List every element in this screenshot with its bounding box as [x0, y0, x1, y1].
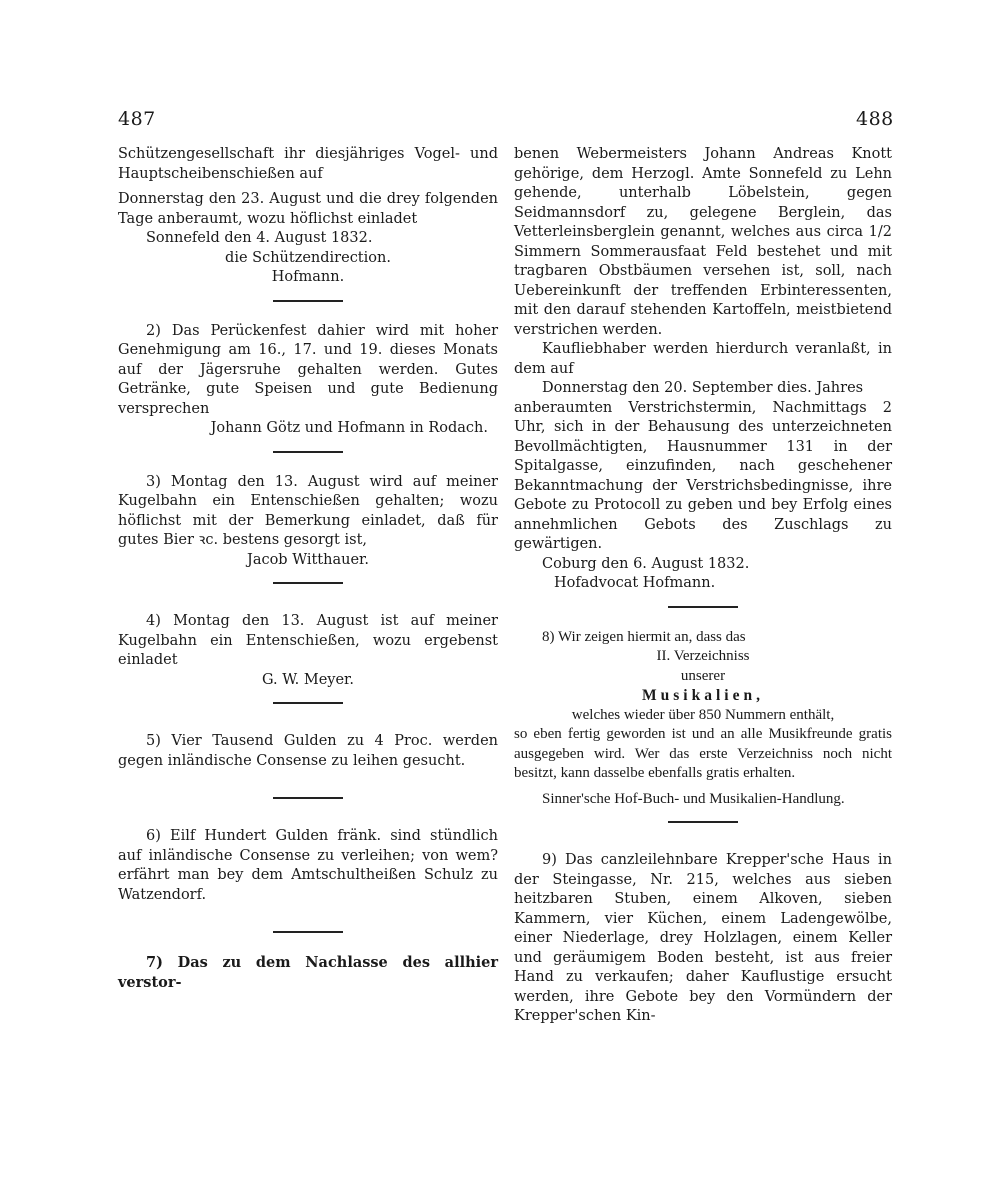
notice4-signer: G. W. Meyer. — [261, 671, 355, 688]
notice8-signer: Sinner'sche Hof-Buch- und Musikalien-Handlung. — [542, 790, 845, 807]
separator-rule — [668, 606, 738, 608]
notice5-text: 5) Vier Tausend Gulden zu 4 Proc. werden gegen inländische Consense zu leihen gesucht. — [118, 733, 498, 769]
notice8-line1: 8) Wir zeigen hiermit an, dass das — [542, 628, 746, 645]
notice7-continued-text: benen Webermeisters Johann Andreas Knott gehörige, dem Herzogl. Amte Sonnefeld zu Lehn gehende, unterhalb Löbelstein, gegen Seidmannsdorf zu, gelegene Berglein, das Vetterleinsberglein genannt, welches aus circa 1/2 Simmern Sommerausfaat Feld bestehet und mit tragbaren Obstbäumen versehen ist, soll, nach Uebereinkunft der treffenden Erbinteressenten, mit den darauf stehenden Kartoffeln, meistbietend verstrichen werden. — [514, 146, 892, 338]
notice7-date: Donnerstag den 20. September dies. Jahres — [542, 380, 864, 396]
notice3-text: 3) Montag den 13. August wird auf meiner Kugelbahn ein Entenschießen gehalten; wozu höflichst mit der Bemerkung einladet, daß für gutes Bier ꝛc. bestens gesorgt ist, — [118, 473, 498, 548]
separator-rule — [668, 821, 738, 823]
notice6-text: 6) Eilf Hundert Gulden fränk. sind stündlich auf inländische Consense zu verleihen; von wem? erfährt man bey dem Amtschultheißen Schulz zu Watzendorf. — [118, 828, 498, 903]
notice7-text3: anberaumten Verstrichstermin, Nachmittags 2 Uhr, sich in der Behausung des unterzeichneten Bevollmächtigten, Hausnummer 131 in der Spitalgasse, einzufinden, nach geschehener Bekanntmachung der Verstrichsbedingnisse, ihre Gebote zu Protocoll zu geben und bey Erfolg eines annehmlichen Gebots des Zuschlags zu gewärtigen. — [514, 399, 892, 552]
separator-rule — [273, 451, 343, 453]
separator-rule — [273, 300, 343, 302]
left-column — [118, 145, 498, 992]
notice7-signer: Hofadvocat Hofmann. — [554, 575, 716, 591]
notice7-place-date: Coburg den 6. August 1832. — [542, 555, 750, 572]
right-column — [514, 145, 892, 1027]
notice2-text: 2) Das Perückenfest dahier wird mit hoher Genehmigung am 16., 17. und 19. dieses Monats auf der Jägersruhe gehalten werden. Gutes Getränke, gute Speisen und gute Bedienung versprechen — [118, 322, 498, 417]
notice1-signer1: die Schützendirection. — [225, 249, 391, 266]
notice4-text: 4) Montag den 13. August ist auf meiner Kugelbahn ein Entenschießen, wozu ergebenst einladet — [118, 613, 498, 668]
notice9-text: 9) Das canzleilehnbare Krepper'sche Haus in der Steingasse, Nr. 215, welches aus sieben heitzbaren Stuben, einem Alkoven, sieben Kammern, vier Küchen, einem Ladengewölbe, einer Niederlage, drey Holzlagen, einem Keller und geräumigem Boden besteht, ist aus freier Hand zu verkaufen; daher Kauflustige ersucht werden, ihre Gebote bey den Vormündern der Krepper'schen Kin- — [514, 852, 892, 1024]
separator-rule — [273, 702, 343, 704]
notice1-signer2: Hofmann. — [271, 269, 345, 285]
separator-rule — [273, 582, 343, 584]
separator-rule — [273, 797, 343, 799]
notice8-line5: welches wieder über 850 Nummern enthält, — [571, 706, 835, 723]
notice7-text2: Kaufliebhaber werden hierdurch veranlaßt, in dem auf — [514, 341, 892, 377]
page-number-right: 488 — [856, 108, 894, 130]
notice8-line2: II. Verzeichniss — [656, 648, 750, 664]
notice8-line3: unserer — [680, 667, 726, 684]
notice1-place-date: Sonnefeld den 4. August 1832. — [146, 230, 373, 246]
page-number-left: 487 — [118, 108, 156, 130]
notice1-date-line: Donnerstag den 23. August und die drey folgenden Tage anberaumt, wozu höflichst einladet — [118, 191, 498, 227]
notice7-text: 7) Das zu dem Nachlasse des allhier verstor- — [118, 954, 498, 991]
notice2-signer: Johann Götz und Hofmann in Rodach. — [210, 420, 488, 436]
notice1-text: Schützengesellschaft ihr diesjähriges Vogel- und Hauptscheibenschießen auf — [118, 146, 498, 182]
notice8-line4: Musikalien, — [642, 687, 764, 704]
notice3-signer: Jacob Witthauer. — [247, 551, 369, 568]
notice8 — [514, 628, 892, 810]
notice8-text: so eben fertig geworden ist und an alle Musikfreunde gratis ausgegeben wird. Wer das erste Verzeichniss noch nicht besitzt, kann dasselbe ebenfalls gratis erhalten. — [514, 726, 892, 781]
separator-rule — [273, 931, 343, 933]
